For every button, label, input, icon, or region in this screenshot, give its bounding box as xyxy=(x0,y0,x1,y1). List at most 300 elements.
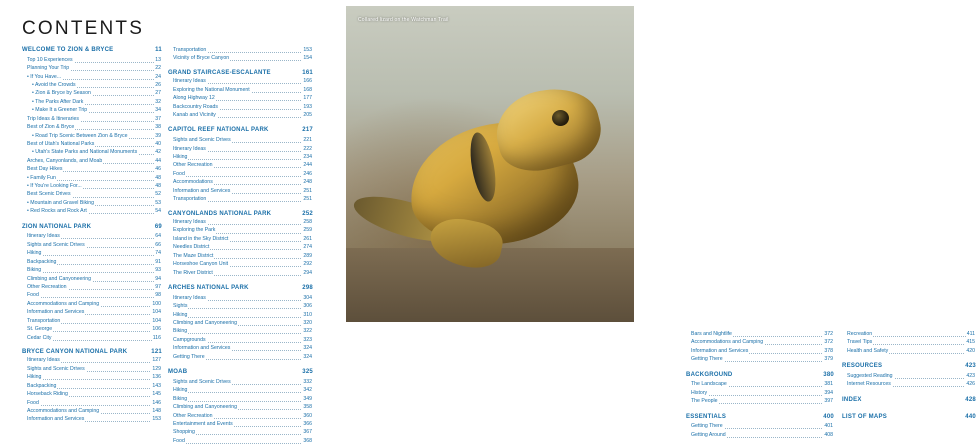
toc-entry[interactable] xyxy=(22,232,162,240)
toc-entry-label: The Landscape xyxy=(686,380,728,388)
toc-entry[interactable] xyxy=(22,334,162,342)
toc-entry-label: Climbing and Canyoneering xyxy=(168,403,238,411)
toc-entry[interactable] xyxy=(22,283,162,291)
toc-entry-page: 349 xyxy=(303,395,312,402)
toc-entry-page: 222 xyxy=(303,145,312,152)
toc-entry[interactable] xyxy=(22,300,162,308)
toc-entry-label: Accommodations xyxy=(168,178,214,186)
toc-entry-page: 401 xyxy=(824,423,833,430)
toc-entry-page: 91 xyxy=(155,258,161,265)
toc-entry-page: 44 xyxy=(155,157,161,164)
toc-entry-page: 258 xyxy=(303,219,312,226)
toc-entry[interactable] xyxy=(168,344,313,352)
toc-entry-page: 342 xyxy=(303,387,312,394)
toc-entry-label: Sights and Scenic Drives xyxy=(22,241,86,249)
toc-entry-page: 27 xyxy=(155,90,161,97)
toc-entry-label: Exploring the Park xyxy=(168,226,216,234)
toc-entry-label: Along Highway 12 xyxy=(168,94,216,102)
toc-entry[interactable] xyxy=(22,165,162,173)
toc-section-page: 121 xyxy=(151,348,162,355)
toc-entry-label: Vicinity of Bryce Canyon xyxy=(168,54,230,62)
toc-entry[interactable] xyxy=(686,431,834,439)
toc-entry[interactable] xyxy=(22,106,162,114)
toc-entry-page: 46 xyxy=(155,166,161,173)
toc-entry-page: 420 xyxy=(966,347,975,354)
toc-entry-label: Travel Tips xyxy=(842,338,873,346)
toc-entry[interactable] xyxy=(168,302,313,310)
toc-entry[interactable] xyxy=(22,157,162,165)
toc-entry-label: Trip Ideas & Itineraries xyxy=(22,115,80,123)
toc-entry[interactable] xyxy=(22,190,162,198)
toc-entry[interactable] xyxy=(842,330,976,338)
toc-entry-page: 332 xyxy=(303,378,312,385)
photo-panel xyxy=(340,0,976,438)
toc-entry-label: Other Recreation xyxy=(22,283,68,291)
toc-section-label: ARCHES NATIONAL PARK xyxy=(168,285,249,291)
toc-entry[interactable] xyxy=(168,136,313,144)
toc-entry[interactable] xyxy=(686,330,834,338)
toc-entry-label: Sights and Scenic Drives xyxy=(22,365,86,373)
toc-entry-label: • If You Have... xyxy=(22,73,62,81)
toc-entry-label: Getting Around xyxy=(686,431,727,439)
toc-entry[interactable] xyxy=(168,412,313,420)
toc-entry[interactable] xyxy=(842,347,976,355)
toc-entry[interactable] xyxy=(22,275,162,283)
toc-entry[interactable] xyxy=(22,182,162,190)
toc-entry-label: Horseback Riding xyxy=(22,390,69,398)
toc-entry[interactable] xyxy=(686,397,834,405)
toc-entry[interactable] xyxy=(22,399,162,407)
toc-entry[interactable] xyxy=(22,382,162,390)
toc-entry-page: 366 xyxy=(303,420,312,427)
toc-entry-label: Information and Services xyxy=(22,308,85,316)
toc-entry-page: 259 xyxy=(303,227,312,234)
toc-entry-page: 100 xyxy=(152,300,161,307)
toc-entry-label: • Zion & Bryce by Season xyxy=(22,89,92,97)
toc-entry[interactable] xyxy=(22,241,162,249)
toc-entry-label: Shopping xyxy=(168,428,196,436)
toc-entry[interactable] xyxy=(22,291,162,299)
toc-entry-page: 323 xyxy=(303,336,312,343)
toc-entry-label: Hiking xyxy=(168,311,188,319)
toc-entry-page: 168 xyxy=(303,86,312,93)
toc-entry-label: The River District xyxy=(168,269,214,277)
toc-entry[interactable] xyxy=(686,355,834,363)
toc-entry-label: • Utah's State Parks and National Monuments xyxy=(22,148,138,156)
toc-entry-page: 292 xyxy=(303,261,312,268)
toc-entry[interactable] xyxy=(168,153,313,161)
toc-section-heading[interactable] xyxy=(22,349,162,357)
toc-entry-page: 360 xyxy=(303,412,312,419)
toc-entry-label: Best of Utah's National Parks xyxy=(22,140,95,148)
toc-entry-page: 372 xyxy=(824,339,833,346)
toc-entry-page: 153 xyxy=(152,416,161,423)
toc-entry-label: Hiking xyxy=(168,386,188,394)
leader-dots xyxy=(686,395,834,396)
toc-entry-page: 381 xyxy=(824,381,833,388)
toc-entry-page: 54 xyxy=(155,208,161,215)
toc-entry[interactable] xyxy=(686,380,834,388)
toc-entry-label: Horseshoe Canyon Unit xyxy=(168,260,229,268)
toc-entry[interactable] xyxy=(22,249,162,257)
toc-entry[interactable] xyxy=(22,356,162,364)
leader-dots xyxy=(22,297,162,298)
toc-entry-label: Hiking xyxy=(22,249,42,257)
toc-entry[interactable] xyxy=(168,235,313,243)
toc-entry-label: Other Recreation xyxy=(168,161,214,169)
toc-entry-page: 294 xyxy=(303,269,312,276)
toc-entry-label: Information and Services xyxy=(168,344,231,352)
toc-entry-page: 304 xyxy=(303,294,312,301)
toc-entry[interactable] xyxy=(22,115,162,123)
toc-entry-label: St. George xyxy=(22,325,53,333)
toc-entry-label: History xyxy=(686,389,708,397)
toc-entry[interactable] xyxy=(168,336,313,344)
toc-entry-page: 379 xyxy=(824,356,833,363)
toc-column-left xyxy=(22,46,162,424)
toc-entry-label: Itinerary Ideas xyxy=(22,356,61,364)
toc-section-page: 217 xyxy=(302,127,313,134)
leader-dots xyxy=(22,405,162,406)
toc-section-heading[interactable] xyxy=(686,371,834,381)
toc-entry-page: 372 xyxy=(824,331,833,337)
toc-entry[interactable] xyxy=(168,145,313,153)
toc-entry[interactable] xyxy=(168,311,313,319)
toc-entry-label: Accommodations and Camping xyxy=(22,300,100,308)
page-title: CONTENTS xyxy=(22,18,145,39)
toc-entry-page: 116 xyxy=(152,334,161,341)
toc-entry[interactable] xyxy=(22,258,162,266)
toc-entry-label: Biking xyxy=(22,266,42,274)
toc-entry-label: Information and Services xyxy=(22,415,85,423)
toc-entry-page: 324 xyxy=(303,345,312,352)
toc-entry[interactable] xyxy=(22,140,162,148)
toc-section-heading[interactable] xyxy=(22,46,162,56)
toc-entry-label: Health and Safety xyxy=(842,347,889,355)
toc-entry[interactable] xyxy=(168,252,313,260)
toc-entry-label: • The Parks After Dark xyxy=(22,98,84,106)
toc-entry-page: 145 xyxy=(152,391,161,398)
toc-entry-page: 248 xyxy=(303,179,312,186)
toc-entry-label: Getting There xyxy=(168,353,206,361)
toc-entry-label: Food xyxy=(168,170,186,178)
toc-entry-page: 367 xyxy=(303,429,312,436)
toc-entry[interactable] xyxy=(22,407,162,415)
toc-entry[interactable] xyxy=(22,325,162,333)
toc-entry[interactable] xyxy=(686,389,834,397)
toc-entry-page: 153 xyxy=(303,47,312,53)
toc-entry[interactable] xyxy=(168,378,313,386)
toc-entry-page: 274 xyxy=(303,244,312,251)
toc-entry[interactable] xyxy=(686,347,834,355)
toc-entry-page: 136 xyxy=(152,374,161,381)
toc-entry[interactable] xyxy=(22,174,162,182)
toc-entry-label: Getting There xyxy=(686,422,724,430)
toc-entry-label: • Family Fun xyxy=(22,174,57,182)
toc-entry[interactable] xyxy=(168,420,313,428)
toc-entry[interactable] xyxy=(22,81,162,89)
toc-entry[interactable] xyxy=(168,86,313,94)
toc-entry-page: 415 xyxy=(966,339,975,346)
leader-dots xyxy=(22,379,162,380)
toc-entry-label: Itinerary Ideas xyxy=(168,218,207,226)
toc-entry[interactable] xyxy=(686,422,834,430)
toc-entry[interactable] xyxy=(168,170,313,178)
toc-section-heading[interactable] xyxy=(168,70,313,78)
toc-entry-label: Best of Zion & Bryce xyxy=(22,123,75,131)
toc-section-heading[interactable] xyxy=(842,413,976,423)
toc-entry-page: 24 xyxy=(155,73,161,80)
toc-entry-label: Best Day Hikes xyxy=(22,165,63,173)
toc-entry[interactable] xyxy=(168,260,313,268)
toc-entry-label: • Make It a Greener Trip xyxy=(22,106,88,114)
toc-entry-page: 320 xyxy=(303,319,312,326)
toc-entry-label: Bars and Nightlife xyxy=(686,330,733,338)
toc-section-page: 298 xyxy=(302,285,313,291)
toc-section-page: 11 xyxy=(155,47,162,53)
toc-entry[interactable] xyxy=(22,89,162,97)
toc-entry[interactable] xyxy=(168,428,313,436)
toc-entry-page: 221 xyxy=(303,137,312,144)
toc-entry-label: Planning Your Trip xyxy=(22,64,70,72)
toc-entry-label: Other Recreation xyxy=(168,412,214,420)
toc-entry[interactable] xyxy=(22,415,162,423)
toc-entry-page: 143 xyxy=(152,382,161,389)
toc-entry[interactable] xyxy=(22,199,162,207)
toc-section-heading[interactable] xyxy=(686,413,834,423)
leader-dots xyxy=(168,401,313,402)
leader-dots xyxy=(168,443,313,444)
toc-section-page: 400 xyxy=(823,413,834,420)
toc-entry-page: 261 xyxy=(303,235,312,242)
toc-entry-label: Entertainment and Events xyxy=(168,420,234,428)
toc-section-label: CAPITOL REEF NATIONAL PARK xyxy=(168,127,269,134)
toc-section-heading[interactable] xyxy=(22,223,162,233)
toc-entry-label: Backpacking xyxy=(22,258,57,266)
toc-entry-page: 38 xyxy=(155,124,161,131)
toc-section-page: 69 xyxy=(154,223,162,230)
toc-section-heading[interactable] xyxy=(168,284,313,294)
toc-entry-label: Itinerary Ideas xyxy=(168,145,207,153)
toc-entry-page: 306 xyxy=(303,303,312,310)
leader-dots xyxy=(168,308,313,309)
toc-entry-page: 53 xyxy=(155,199,161,206)
toc-entry[interactable] xyxy=(22,373,162,381)
toc-entry-page: 205 xyxy=(303,112,312,119)
toc-entry-label: Sights and Scenic Drives xyxy=(168,378,232,386)
toc-section-heading[interactable] xyxy=(168,211,313,219)
toc-entry-label: • Mountain and Gravel Biking xyxy=(22,199,95,207)
toc-entry[interactable] xyxy=(168,46,313,54)
toc-entry-label: Climbing and Canyoneering xyxy=(168,319,238,327)
toc-entry[interactable] xyxy=(22,132,162,140)
toc-entry-label: Food xyxy=(22,291,40,299)
toc-entry-label: Needles District xyxy=(168,243,210,251)
toc-entry-page: 52 xyxy=(155,191,161,198)
toc-entry[interactable] xyxy=(168,269,313,277)
toc-entry-page: 289 xyxy=(303,252,312,259)
toc-section-page: 252 xyxy=(302,210,313,217)
toc-entry[interactable] xyxy=(168,77,313,85)
leader-dots xyxy=(168,333,313,334)
toc-entry-label: Sights xyxy=(168,302,188,310)
toc-entry-label: The People xyxy=(686,397,719,405)
toc-entry-page: 93 xyxy=(155,267,161,274)
toc-entry-label: Hiking xyxy=(168,153,188,161)
toc-entry-label: • Avoid the Crowds xyxy=(22,81,77,89)
toc-entry[interactable] xyxy=(22,390,162,398)
toc-entry-page: 37 xyxy=(155,115,161,122)
toc-entry-page: 127 xyxy=(152,357,161,364)
toc-section-page: 423 xyxy=(965,363,976,370)
toc-entry-page: 48 xyxy=(155,183,161,190)
toc-entry[interactable] xyxy=(168,294,313,302)
toc-entry-label: Biking xyxy=(168,395,188,403)
toc-entry-page: 48 xyxy=(155,174,161,181)
toc-entry[interactable] xyxy=(168,243,313,251)
toc-entry-label: Itinerary Ideas xyxy=(22,232,61,240)
toc-entry-label: Biking xyxy=(168,327,188,335)
toc-entry-label: Suggested Reading xyxy=(842,372,894,380)
toc-entry[interactable] xyxy=(168,161,313,169)
toc-entry-page: 104 xyxy=(152,317,161,324)
toc-entry-label: Transportation xyxy=(22,317,61,325)
toc-section-label: BACKGROUND xyxy=(686,371,733,378)
toc-entry-label: Top 10 Experiences xyxy=(22,56,74,64)
toc-entry-page: 74 xyxy=(155,250,161,257)
toc-section-label: RESOURCES xyxy=(842,363,883,370)
toc-section-page: 380 xyxy=(823,371,834,378)
toc-entry-page: 39 xyxy=(155,132,161,139)
toc-entry[interactable] xyxy=(842,338,976,346)
toc-entry-page: 324 xyxy=(303,353,312,360)
photo-caption: Collared lizard on the Watchman Trail xyxy=(358,17,449,23)
toc-entry-page: 32 xyxy=(155,98,161,105)
toc-entry[interactable] xyxy=(842,380,976,388)
toc-entry[interactable] xyxy=(22,266,162,274)
toc-section-label: CANYONLANDS NATIONAL PARK xyxy=(168,210,272,217)
toc-entry[interactable] xyxy=(168,353,313,361)
toc-entry-page: 40 xyxy=(155,140,161,147)
leader-dots xyxy=(168,392,313,393)
toc-entry[interactable] xyxy=(168,226,313,234)
toc-entry[interactable] xyxy=(168,54,313,62)
toc-entry-page: 246 xyxy=(303,170,312,177)
toc-entry-label: Accommodations and Camping xyxy=(686,338,764,346)
toc-entry-page: 154 xyxy=(303,55,312,62)
toc-section-label: ESSENTIALS xyxy=(686,413,727,420)
toc-section-page: 161 xyxy=(302,69,313,76)
toc-entry[interactable] xyxy=(686,338,834,346)
toc-entry[interactable] xyxy=(168,111,313,119)
toc-entry-label: Getting There xyxy=(686,355,724,363)
toc-section-label: LIST OF MAPS xyxy=(842,413,887,420)
toc-section-label: MOAB xyxy=(168,369,188,376)
toc-entry-page: 378 xyxy=(824,347,833,354)
toc-entry[interactable] xyxy=(22,98,162,106)
toc-entry-label: Food xyxy=(22,399,40,407)
toc-section-heading[interactable] xyxy=(842,362,976,372)
toc-entry[interactable] xyxy=(168,94,313,102)
toc-entry-page: 104 xyxy=(152,309,161,316)
toc-entry-label: Cedar City xyxy=(22,334,53,342)
toc-entry[interactable] xyxy=(842,372,976,380)
toc-entry-page: 106 xyxy=(152,326,161,333)
toc-entry-page: 234 xyxy=(303,154,312,161)
toc-entry-label: Arches, Canyonlands, and Moab xyxy=(22,157,103,165)
leader-dots xyxy=(22,272,162,273)
toc-column-bottom-left xyxy=(686,330,834,439)
leader-dots xyxy=(168,176,313,177)
toc-column-bottom-right xyxy=(842,330,976,422)
toc-entry-page: 166 xyxy=(303,78,312,85)
toc-entry[interactable] xyxy=(22,308,162,316)
toc-section-label: WELCOME TO ZION & BRYCE xyxy=(22,47,114,53)
toc-entry-page: 26 xyxy=(155,81,161,88)
toc-entry[interactable] xyxy=(168,187,313,195)
toc-entry[interactable] xyxy=(168,195,313,203)
toc-entry-label: Transportation xyxy=(168,46,207,54)
toc-entry[interactable] xyxy=(168,403,313,411)
toc-entry-page: 13 xyxy=(155,56,161,63)
toc-entry-label: Accommodations and Camping xyxy=(22,407,100,415)
toc-entry-page: 66 xyxy=(155,241,161,248)
toc-entry-page: 251 xyxy=(303,187,312,194)
toc-entry[interactable] xyxy=(22,73,162,81)
toc-entry-page: 177 xyxy=(303,95,312,102)
toc-entry-label: The Maze District xyxy=(168,252,214,260)
toc-entry-page: 42 xyxy=(155,149,161,156)
leader-dots xyxy=(168,159,313,160)
toc-entry[interactable] xyxy=(168,386,313,394)
toc-entry[interactable] xyxy=(22,64,162,72)
toc-entry-page: 358 xyxy=(303,404,312,411)
toc-entry[interactable] xyxy=(168,437,313,445)
toc-entry-label: Recreation xyxy=(842,330,873,338)
toc-section-heading[interactable] xyxy=(842,396,976,406)
toc-entry[interactable] xyxy=(168,178,313,186)
toc-entry[interactable] xyxy=(22,207,162,215)
toc-entry[interactable] xyxy=(22,365,162,373)
toc-entry[interactable] xyxy=(22,317,162,325)
toc-section-heading[interactable] xyxy=(168,368,313,378)
toc-entry-label: Sights and Scenic Drives xyxy=(168,136,232,144)
toc-entry[interactable] xyxy=(22,148,162,156)
toc-section-heading[interactable] xyxy=(168,126,313,136)
toc-entry[interactable] xyxy=(168,103,313,111)
leader-dots xyxy=(168,317,313,318)
toc-entry-page: 394 xyxy=(824,389,833,396)
toc-section-page: 325 xyxy=(302,369,313,376)
toc-entry-page: 129 xyxy=(152,365,161,372)
toc-entry[interactable] xyxy=(168,327,313,335)
toc-entry-page: 251 xyxy=(303,196,312,203)
toc-entry[interactable] xyxy=(168,395,313,403)
toc-entry-label: Backpacking xyxy=(22,382,57,390)
toc-entry[interactable] xyxy=(22,56,162,64)
toc-section-label: ZION NATIONAL PARK xyxy=(22,223,92,230)
toc-entry-page: 22 xyxy=(155,65,161,72)
toc-entry[interactable] xyxy=(22,123,162,131)
toc-entry-label: • Red Rocks and Rock Art xyxy=(22,207,88,215)
toc-entry[interactable] xyxy=(168,218,313,226)
toc-entry-label: Information and Services xyxy=(686,347,749,355)
toc-entry-page: 148 xyxy=(152,407,161,414)
toc-entry[interactable] xyxy=(168,319,313,327)
toc-column-right xyxy=(168,46,313,445)
toc-entry-page: 397 xyxy=(824,398,833,405)
toc-entry-label: Best Scenic Drives xyxy=(22,190,72,198)
